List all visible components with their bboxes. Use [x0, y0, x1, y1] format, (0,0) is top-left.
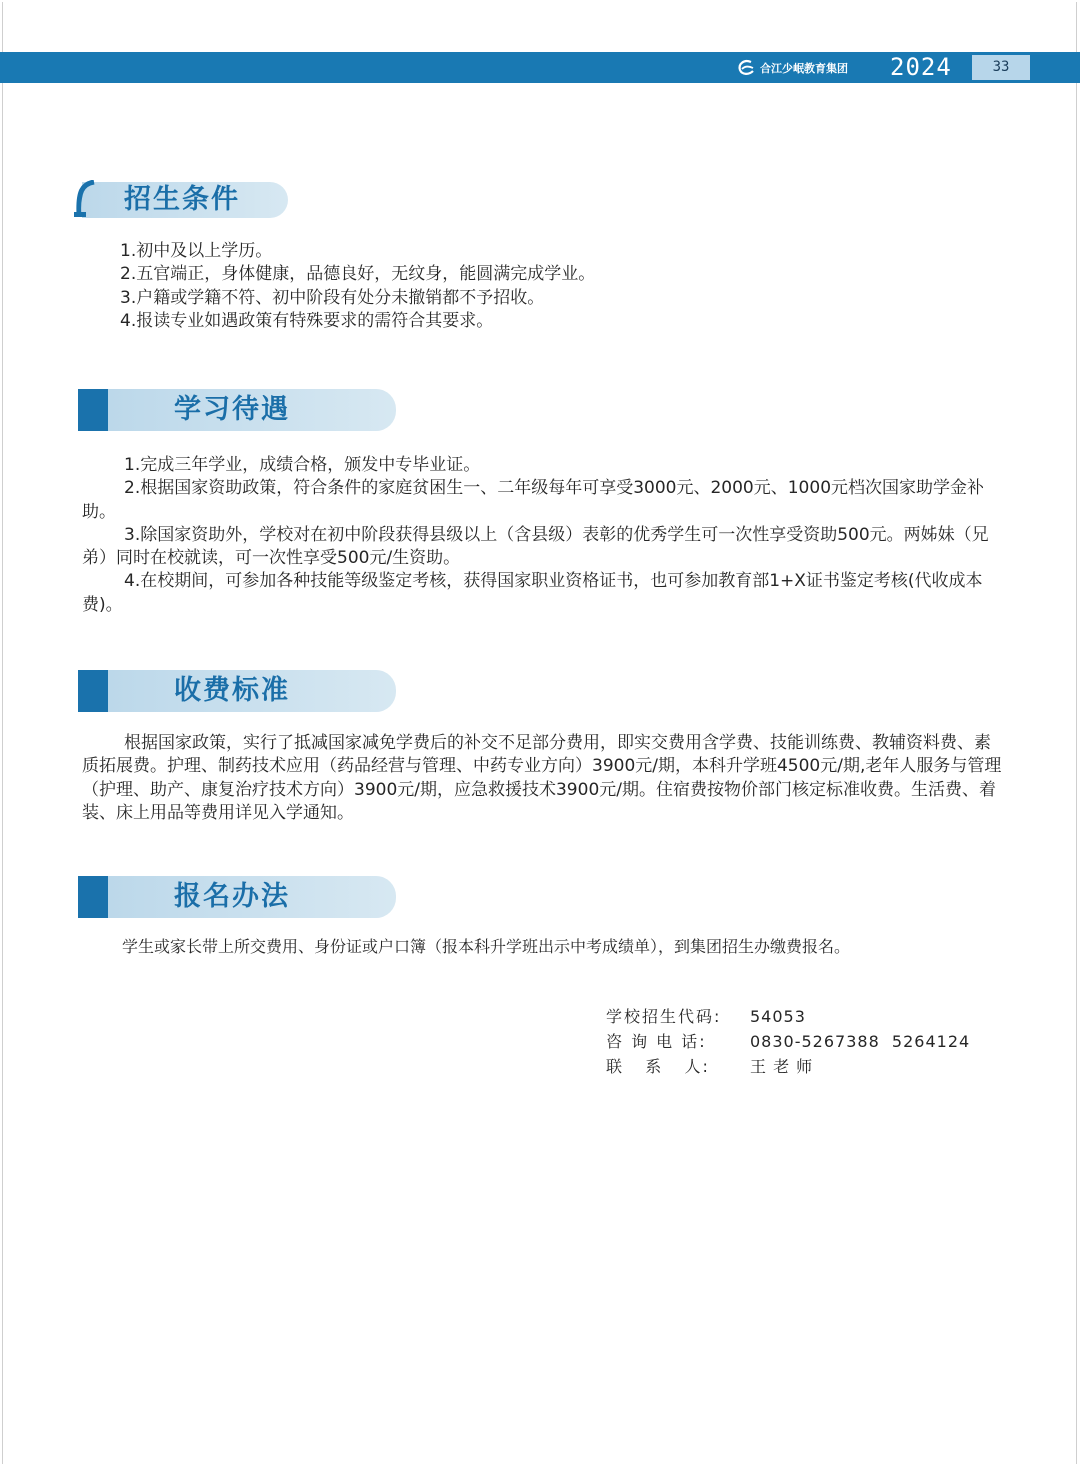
bracket-icon	[74, 180, 96, 218]
contact-row-code	[606, 1004, 970, 1029]
contact-info	[606, 1004, 970, 1079]
list-item: 2.根据国家资助政策，符合条件的家庭贫困生一、二年级每年可享受3000元、2000元、1000元档次国家助学金补助。	[82, 478, 985, 522]
swoosh-logo-icon	[736, 58, 756, 78]
contact-label: 学校招生代码:	[606, 1007, 722, 1026]
org-name: 合江少岷教育集团	[760, 62, 848, 75]
contact-value: 王 老 师	[750, 1057, 814, 1076]
contact-label: 联 系 人:	[606, 1057, 710, 1076]
paragraph: 根据国家政策，实行了抵减国家减免学费后的补交不足部分费用，即实交费用含学费、技能训练费、教辅资料费、素质拓展费。护理、制药技术应用（药品经营与管理、中药专业方向）3900元/期，本科升学班4500元/期,老年人服务与管理（护理、助产、康复治疗技术方向）3900元/期，应急救援技术3900元/期。住宿费按物价部门核定标准收费。生活费、着装、床上用品等费用详见入学通知。	[82, 733, 1002, 823]
section-title: 报名办法	[174, 881, 290, 912]
contact-label: 咨 询 电 话:	[606, 1032, 707, 1051]
page-number: 33	[972, 55, 1030, 80]
list-item: 2.五官端正，身体健康，品德良好，无纹身，能圆满完成学业。	[120, 264, 596, 285]
header-year: 2024	[890, 53, 952, 81]
section-header-block	[78, 389, 109, 431]
contact-value: 54053	[750, 1007, 806, 1026]
list-item: 1.初中及以上学历。	[120, 241, 273, 261]
fees-text	[82, 732, 1004, 825]
header-bar	[0, 52, 1080, 83]
section-header-benefits	[78, 389, 398, 431]
list-item: 1.完成三年学业，成绩合格，颁发中专毕业证。	[124, 455, 481, 475]
contact-row-person	[606, 1054, 970, 1079]
section-header-block	[78, 670, 109, 712]
section-header-admission	[74, 180, 290, 220]
list-item: 4.报读专业如遇政策有特殊要求的需符合其要求。	[120, 310, 494, 331]
section-title: 招生条件	[124, 184, 240, 215]
section-title: 收费标准	[174, 675, 290, 706]
list-item: 3.户籍或学籍不符、初中阶段有处分未撤销都不予招收。	[120, 287, 545, 308]
section-header-registration	[78, 876, 398, 918]
section-title: 学习待遇	[174, 394, 290, 425]
list-item: 4.在校期间，可参加各种技能等级鉴定考核，获得国家职业资格证书，也可参加教育部1+X证书鉴定考核(代收成本费)。	[82, 571, 983, 615]
list-item: 3.除国家资助外，学校对在初中阶段获得县级以上（含县级）表彰的优秀学生可一次性享受资助500元。两姊妹（兄弟）同时在校就读，可一次性享受500元/生资助。	[82, 524, 989, 569]
admission-list	[120, 240, 1020, 333]
section-header-fees	[78, 670, 398, 712]
benefits-list	[82, 454, 1004, 617]
section-header-block	[78, 876, 109, 918]
header-logo	[736, 58, 848, 78]
registration-text	[122, 935, 1022, 958]
paragraph: 学生或家长带上所交费用、身份证或户口簿（报本科升学班出示中考成绩单），到集团招生办缴费报名。	[122, 937, 851, 956]
contact-row-phone	[606, 1029, 970, 1054]
contact-value: 0830-5267388 5264124	[750, 1032, 971, 1051]
